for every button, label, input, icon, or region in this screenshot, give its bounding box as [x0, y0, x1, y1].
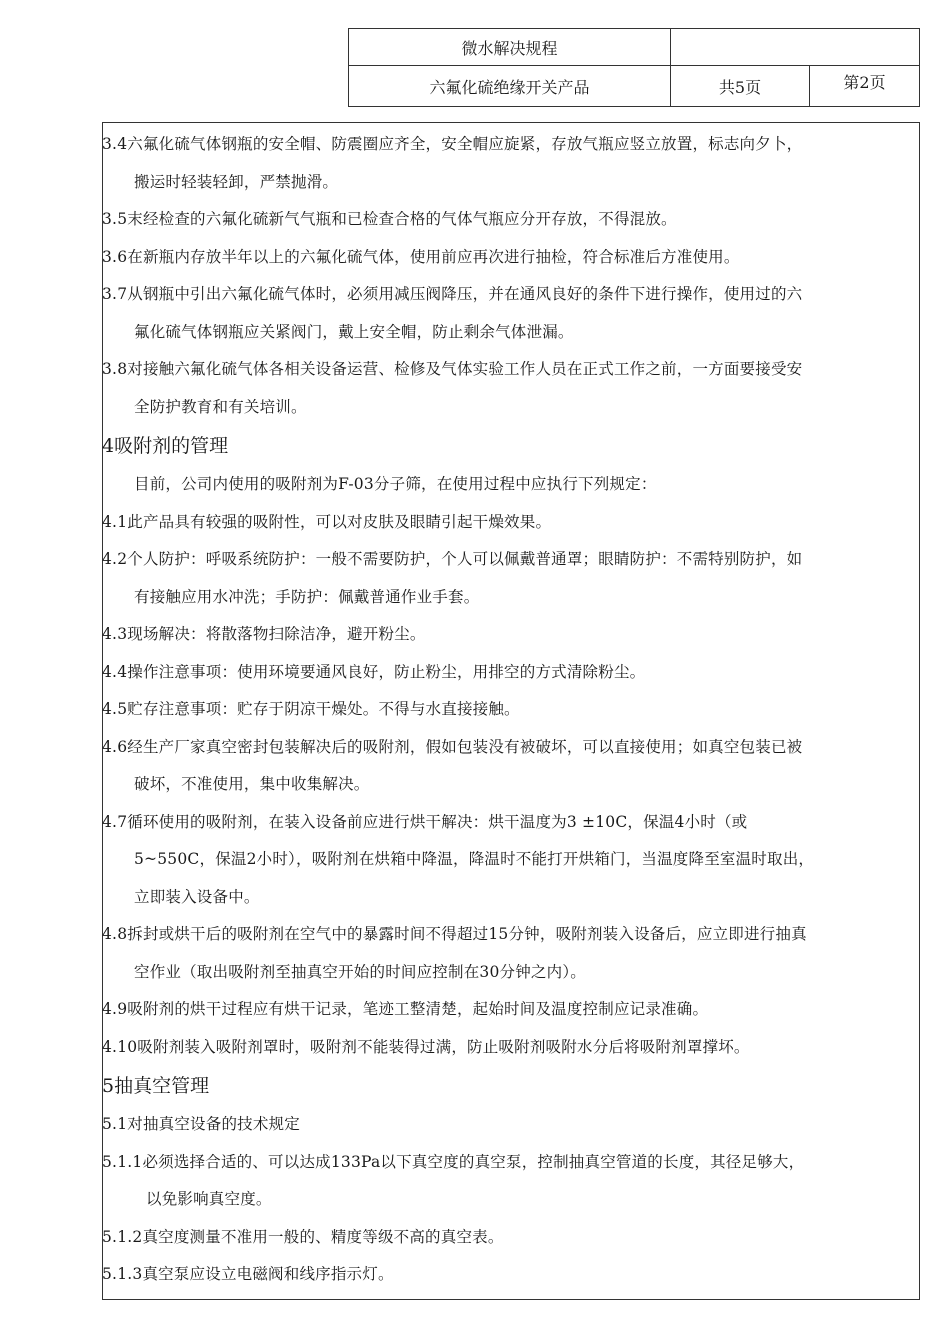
paragraph-line: 3.5末经检查的六氟化硫新气气瓶和已检查合格的气体气瓶应分开存放，不得混放。: [102, 210, 677, 228]
paragraph-line: 3.8对接触六氟化硫气体各相关设备运营、检修及气体实验工作人员在正式工作之前，一方面要接受安: [102, 360, 803, 378]
paragraph-line: 4.7循环使用的吸附剂，在装入设备前应进行烘干解决：烘干温度为3 ±10C，保温4小时（或: [102, 812, 748, 831]
paragraph-line: 3.7从钢瓶中引出六氟化硫气体时，必须用减压阀降压，并在通风良好的条件下进行操作，使用过的六: [102, 285, 803, 303]
paragraph-line: 4.3现场解决：将散落物扫除洁净，避开粉尘。: [102, 625, 426, 643]
paragraph-line: 3.4六氟化硫气体钢瓶的安全帽、防震圈应齐全，安全帽应旋紧，存放气瓶应竖立放置，标志向夕卜，: [102, 135, 803, 153]
paragraph-line: 5~550C，保温2小时），吸附剂在烘箱中降温，降温时不能打开烘箱门，当温度降至室温时取出，: [134, 850, 815, 868]
paragraph-line: 4.4操作注意事项：使用环境要通风良好，防止粉尘，用排空的方式清除粉尘。: [102, 662, 646, 681]
paragraph-line: 破坏，不准使用，集中收集解决。: [134, 775, 370, 793]
paragraph-line: 3.6在新瓶内存放半年以上的六氟化硫气体，使用前应再次进行抽检，符合标准后方准使用。: [102, 247, 740, 266]
document-title: 微水解决规程: [349, 29, 671, 66]
paragraph-line: 目前，公司内使用的吸附剂为F-03分子筛，在使用过程中应执行下列规定：: [134, 475, 657, 493]
paragraph-line: 5.1对抽真空设备的技术规定: [102, 1115, 300, 1133]
paragraph-line: 空作业（取出吸附剂至抽真空开始的时间应控制在30分钟之内）。: [134, 962, 586, 981]
paragraph-line: 氟化硫气体钢瓶应关紧阀门，戴上安全帽，防止剩余气体泄漏。: [134, 322, 574, 341]
paragraph-line: 立即装入设备中。: [134, 887, 260, 906]
paragraph-line: 以免影响真空度。: [146, 1190, 272, 1208]
header-table: [348, 28, 920, 107]
page-number: 第2页: [810, 66, 920, 107]
document-body: [102, 126, 920, 1294]
paragraph-line: 全防护教育和有关培训。: [134, 397, 307, 416]
section-heading: 5抽真空管理: [102, 1075, 210, 1097]
paragraph-line: 4.10吸附剂装入吸附剂罩时，吸附剂不能装得过满，防止吸附剂吸附水分后将吸附剂罩撑坏。: [102, 1037, 750, 1056]
header-empty-cell: [671, 29, 920, 66]
paragraph-line: 4.8拆封或烘干后的吸附剂在空气中的暴露时间不得超过15分钟，吸附剂装入设备后，应立即进行抽真: [102, 925, 807, 943]
paragraph-line: 4.2个人防护：呼吸系统防护：一般不需要防护，个人可以佩戴普通罩；眼睛防护：不需特别防护，如: [102, 550, 803, 568]
paragraph-line: 5.1.2真空度测量不准用一般的、精度等级不高的真空表。: [102, 1227, 504, 1246]
paragraph-line: 4.9吸附剂的烘干过程应有烘干记录，笔迹工整清楚，起始时间及温度控制应记录准确。: [102, 1000, 709, 1018]
section-heading: 4吸附剂的管理: [102, 435, 229, 457]
paragraph-line: 4.5贮存注意事项：贮存于阴凉干燥处。不得与水直接接触。: [102, 700, 520, 718]
total-pages: 共5页: [671, 66, 810, 107]
paragraph-line: 有接触应用水冲洗；手防护：佩戴普通作业手套。: [134, 587, 480, 606]
paragraph-line: 4.1此产品具有较强的吸附性，可以对皮肤及眼睛引起干燥效果。: [102, 512, 552, 531]
paragraph-line: 搬运时轻装轻卸，严禁抛滑。: [134, 172, 339, 191]
paragraph-line: 5.1.3真空泵应设立电磁阀和线序指示灯。: [102, 1265, 394, 1283]
paragraph-line: 4.6经生产厂家真空密封包装解决后的吸附剂，假如包装没有被破坏，可以直接使用；如真空包装已被: [102, 737, 803, 756]
paragraph-line: 5.1.1必须选择合适的、可以达成133Pa以下真空度的真空泵，控制抽真空管道的长度，其径足够大，: [102, 1152, 805, 1171]
product-name: 六氟化硫绝缘开关产品: [349, 66, 671, 107]
